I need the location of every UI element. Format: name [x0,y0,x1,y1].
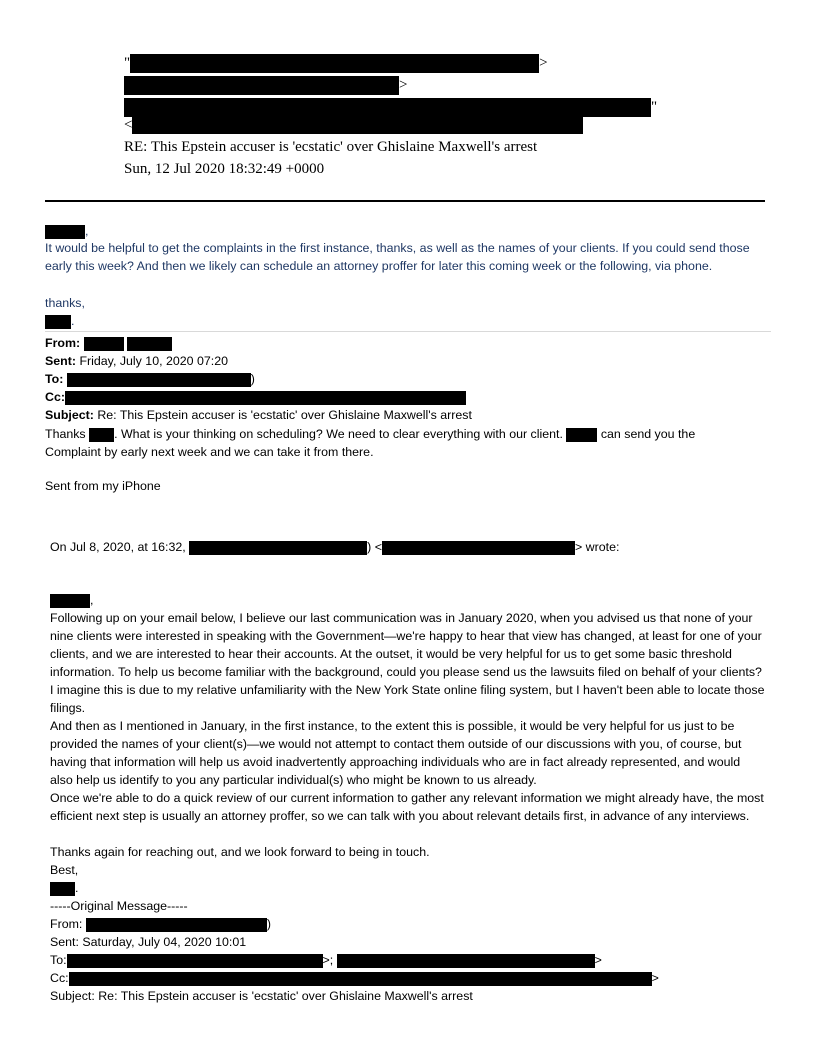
redaction-block [67,954,323,968]
redaction-block [86,918,267,932]
reply-closing: thanks, [45,296,85,310]
original-subject-value: Re: This Epstein accuser is 'ecstatic' over Ghislaine Maxwell's arrest [98,989,473,1003]
from-value [124,52,548,74]
redaction-block [45,225,85,239]
original-from-suffix: ) [266,917,271,931]
msg2-subject-value: Re: This Epstein accuser is 'ecstatic' over Ghislaine Maxwell's arrest [97,408,472,422]
msg2-from-label: From: [45,336,81,350]
original-to-label: To: [50,953,67,967]
msg3-greeting [50,591,93,609]
msg3-signoff [50,879,78,897]
reply-body: It would be helpful to get the complaints in the first instance, thanks, as well as the names of your clients. If you could send those early this week? And then we likely can schedule an attorney proffer for later this coming week or the following, via phone. [45,241,750,273]
original-to-separator: >; [322,953,334,967]
msg2-sent-label: Sent: [45,354,76,368]
header-divider [45,200,765,202]
msg2-body-line-1 [45,425,695,443]
redaction-block [127,337,172,351]
msg2-cc-label: Cc: [45,390,65,404]
original-subject-label: Subject: [50,989,95,1003]
redaction-block [69,972,652,986]
reply-divider [45,331,771,332]
cc-value-2 [124,114,583,136]
original-to-suffix: > [594,953,602,967]
redaction-block [45,315,71,329]
msg2-signature: Sent from my iPhone [45,479,161,493]
original-to-row [50,951,602,969]
msg3-paragraph-3: Once we're able to do a quick review of our current information to gather any relevant information we might already have, the most efficient next step is usually an attorney proffer, so we can talk with you about relevant details first, in advance of any interviews. [50,791,764,823]
to-suffix: > [399,77,408,93]
signoff-suffix: . [71,314,75,328]
original-cc-row [50,969,659,987]
redaction-block [337,954,595,968]
redaction-block [130,54,539,73]
msg2-to-row [45,370,255,388]
date-value: Sun, 12 Jul 2020 18:32:49 +0000 [124,161,325,177]
msg3-intro-a: On Jul 8, 2020, at 16:32, [50,540,186,554]
redaction-block [124,76,399,95]
original-from-label: From: [50,917,83,931]
msg3-paragraph-2: And then as I mentioned in January, in the first instance, to the extent this is possible, it would be very helpful for us just to be provided the names of your client(s)—we would not attempt to contact them outside of our discussions with you, of course, but having that information will help us avoid inadvertently approaching individuals who are in fact already represented, and would also help us identify to you any particular individual(s) who might be known to us already. [50,719,742,787]
redaction-block [89,428,114,442]
cc-suffix: " [651,99,658,115]
msg3-intro [50,538,619,556]
msg2-to-suffix: ) [250,372,255,386]
msg3-paragraph-1: Following up on your email below, I believe our last communication was in January 2020, when you advised us that none of your nine clients were interested in speaking with the Government—we're happy to hear that view has changed, at least for one of your clients, and we are interested to hear their accounts. At the outset, it would be very helpful for us to get some basic threshold information. To help us become familiar with the background, could you please send us the lawsuits filed on behalf of your clients? I imagine this is due to my relative unfamiliarity with the New York State online filing system, but I haven't been able to locate those filings. [50,611,765,715]
redaction-block [132,117,583,134]
msg2-body-a: Thanks [45,427,86,441]
msg2-subject-row [45,406,472,424]
original-cc-label: Cc: [50,971,69,985]
msg3-signoff-suffix: . [75,881,79,895]
to-value [124,74,407,96]
msg2-to-label: To: [45,372,64,386]
redaction-block [50,594,90,608]
redaction-block [566,428,597,442]
msg2-subject-label: Subject: [45,408,94,422]
original-cc-suffix: > [651,971,659,985]
redaction-block [84,337,124,351]
msg2-body-c: can send you the [600,427,696,441]
msg3-intro-b: ) < [367,540,382,554]
from-suffix: > [539,55,548,71]
redaction-block [67,373,251,387]
from-prefix: " [124,55,131,71]
greeting-suffix: , [85,224,89,238]
redaction-block [50,882,75,896]
subject-value: RE: This Epstein accuser is 'ecstatic' over Ghislaine Maxwell's arrest [124,139,538,155]
msg3-paragraph-4: Thanks again for reaching out, and we look forward to being in touch. [50,845,430,859]
reply-greeting [45,222,88,240]
original-divider: -----Original Message----- [50,899,188,913]
msg3-greeting-suffix: , [90,593,94,607]
original-from-row [50,915,271,933]
msg2-from-row [45,334,172,352]
redaction-block [65,391,466,405]
msg3-intro-c: > wrote: [574,540,620,554]
original-sent-value: Saturday, July 04, 2020 10:01 [82,935,247,949]
original-sent-row [50,933,246,951]
msg2-sent-value: Friday, July 10, 2020 07:20 [79,354,228,368]
redaction-block [189,541,367,555]
original-sent-label: Sent: [50,935,79,949]
msg2-body-b: . What is your thinking on scheduling? We need to clear everything with our client. [114,427,563,441]
redaction-block [382,541,575,555]
reply-signoff [45,312,74,330]
msg2-cc-row [45,388,466,406]
original-subject-row [50,987,473,1005]
msg2-sent-row [45,352,228,370]
cc-prefix: < [124,117,133,133]
msg2-body-line-2: Complaint by early next week and we can take it from there. [45,445,374,459]
msg3-closing: Best, [50,863,79,877]
